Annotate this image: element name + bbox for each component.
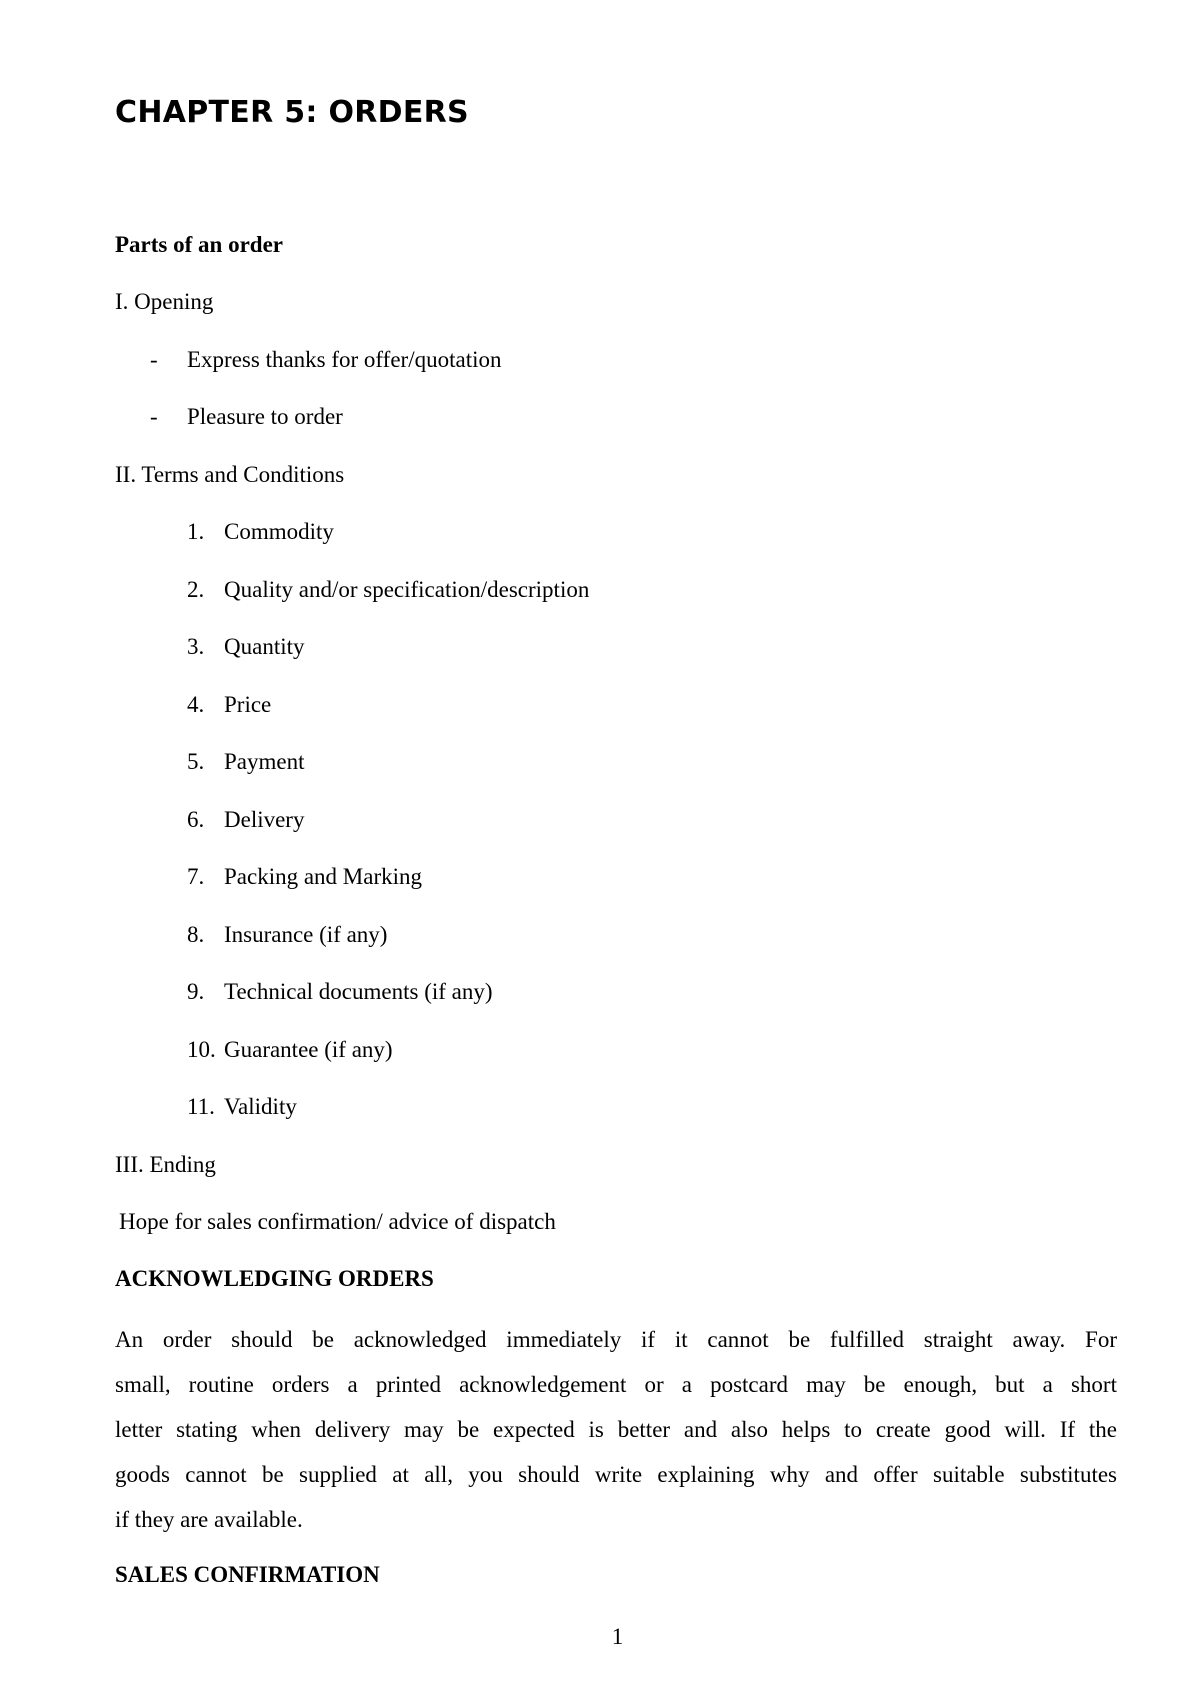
list-item-text: Technical documents (if any) [224,979,493,1004]
paragraph-line: letter stating when delivery may be expected is better and also helps to create good will. If the [115,1417,1117,1442]
list-item-number: 7. [187,864,205,889]
terms-heading: II. Terms and Conditions [115,462,345,487]
paragraph-line: An order should be acknowledged immediately if it cannot be fulfilled straight away. For [115,1327,1117,1352]
list-item-text: Guarantee (if any) [224,1037,393,1062]
list-item-number: 4. [187,692,205,717]
list-item-text: Pleasure to order [187,404,343,429]
list-item-text: Quality and/or specification/description [224,577,590,602]
list-item-number: 9. [187,979,205,1004]
list-item-number: 10. [187,1037,216,1062]
list-item-number: 2. [187,577,205,602]
list-item-number: 11. [187,1094,215,1119]
page-number: 1 [611,1624,624,1649]
opening-heading: I. Opening [115,289,214,314]
ending-heading: III. Ending [115,1152,216,1177]
sales-confirmation-heading: SALES CONFIRMATION [115,1562,380,1587]
list-item-text: Validity [224,1094,297,1119]
list-item-text: Payment [224,749,305,774]
list-item-number: 6. [187,807,205,832]
list-item-text: Commodity [224,519,334,544]
ending-text: Hope for sales confirmation/ advice of dispatch [119,1209,556,1234]
chapter-title: CHAPTER 5: ORDERS [115,95,469,130]
list-item-text: Express thanks for offer/quotation [187,347,502,372]
list-item-text: Price [224,692,272,717]
paragraph-line: goods cannot be supplied at all, you should write explaining why and offer suitable substitutes [115,1462,1117,1487]
bullet-dash: - [150,347,158,372]
acknowledging-heading: ACKNOWLEDGING ORDERS [115,1266,434,1291]
paragraph-line: small, routine orders a printed acknowledgement or a postcard may be enough, but a short [115,1372,1117,1397]
bullet-dash: - [150,404,158,429]
list-item-text: Packing and Marking [224,864,423,889]
paragraph-line: if they are available. [115,1507,303,1532]
list-item-number: 1. [187,519,205,544]
list-item-number: 3. [187,634,205,659]
list-item-number: 5. [187,749,205,774]
list-item-text: Quantity [224,634,305,659]
list-item-text: Delivery [224,807,305,832]
list-item-number: 8. [187,922,205,947]
parts-heading: Parts of an order [115,232,283,257]
list-item-text: Insurance (if any) [224,922,388,947]
acknowledging-paragraph [115,1317,1117,1542]
